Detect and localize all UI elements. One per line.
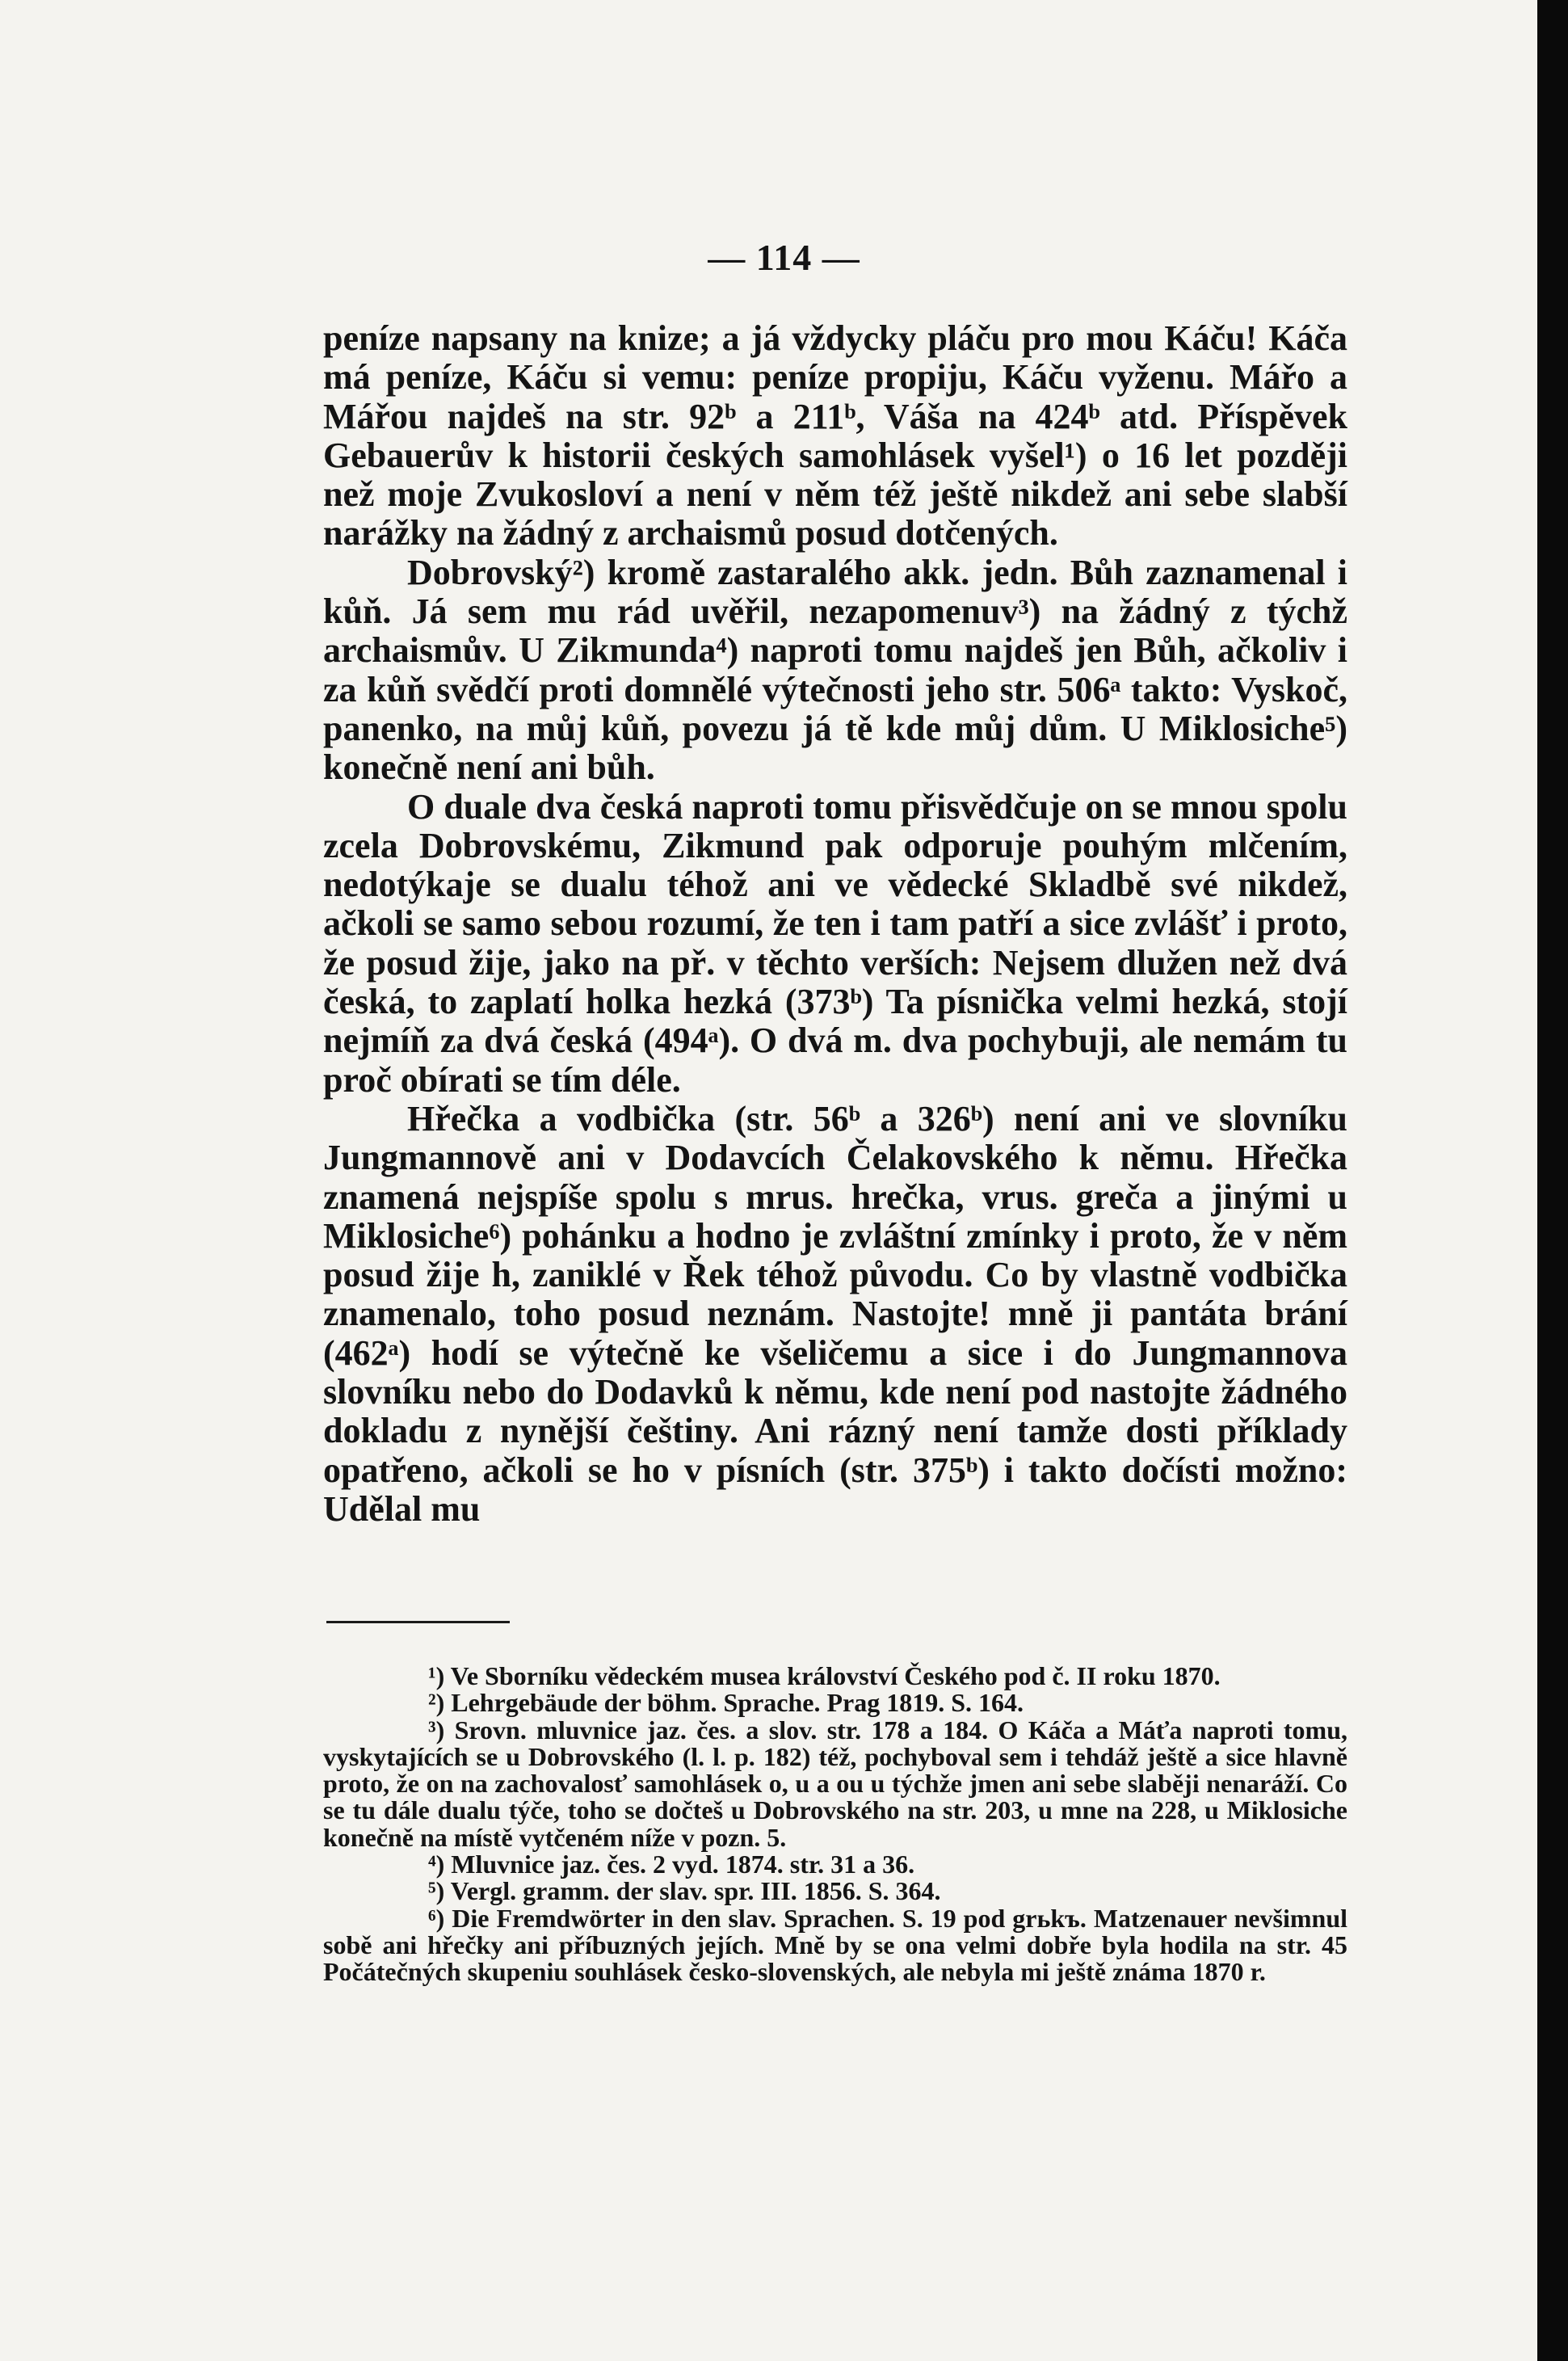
scan-edge-border bbox=[1537, 0, 1568, 2361]
paragraph-4: Hřečka a vodbička (str. 56ᵇ a 326ᵇ) není ani ve slovníku Jungmannově ani v Dodavcích Čelakovského k němu. Hřečka znamená nejspíše spolu s mrus. hrečka, vrus. greča a jinými u Miklosiche⁶) pohánku a hodno je zvláštní zmínky i proto, že v něm posud žije h, zaniklé v Řek téhož původu. Co by vlastně vodbička znamenalo, toho posud neznám. Nastojte! mně ji pantáta brání (462ᵃ) hodí se výtečně ke všeličemu a sice i do Jungmannova slovníku nebo do Dodavků k němu, kde není pod nastojte žádného dokladu z nynější češtiny. Ani rázný není tamže dosti příklady opatřeno, ačkoli se ho v písních (str. 375ᵇ) i takto dočísti možno: Udělal mu bbox=[323, 1098, 1347, 1529]
body-text bbox=[323, 319, 1347, 1529]
footnote-5: ⁵) Vergl. gramm. der slav. spr. III. 1856. S. 364. bbox=[428, 1876, 941, 1906]
footnote-4: ⁴) Mluvnice jaz. čes. 2 vyd. 1874. str. 31 a 36. bbox=[428, 1850, 915, 1879]
footnote-1: ¹) Ve Sborníku vědeckém musea království Českého pod č. II roku 1870. bbox=[428, 1661, 1221, 1690]
paragraph-3: O duale dva česká naproti tomu přisvědčuje on se mnou spolu zcela Dobrovskému, Zikmund pak odporuje pouhým mlčením, nedotýkaje se dualu téhož ani ve vědecké Skladbě své nikdež, ačkoli se samo sebou rozumí, že ten i tam patří a sice zvlášť i proto, že posud žije, jako na př. v těchto verších: Nejsem dlužen než dvá česká, to zaplatí holka hezká (373ᵇ) Ta písnička velmi hezká, stojí nejmíň za dvá česká (494ᵃ). O dvá m. dva pochybuji, ale nemám tu proč obírati se tím déle. bbox=[323, 786, 1347, 1100]
footnotes bbox=[323, 1663, 1347, 1986]
paragraph-2: Dobrovský²) kromě zastaralého akk. jedn. Bůh zaznamenal i kůň. Já sem mu rád uvěřil, nezapomenuv³) na žádný z týchž archaismův. U Zikmunda⁴) naproti tomu najdeš jen Bůh, ačkoliv i za kůň svědčí proti domnělé výtečnosti jeho str. 506ᵃ takto: Vyskoč, panenko, na můj kůň, povezu já tě kde můj dům. U Miklosiche⁵) konečně není ani bůh. bbox=[323, 552, 1347, 788]
footnote-divider bbox=[326, 1621, 510, 1623]
page-number: — 114 — bbox=[708, 237, 860, 278]
paragraph-1: peníze napsany na knize; a já vždycky pláču pro mou Káču! Káča má peníze, Káču si vemu: peníze propiju, Káču vyženu. Mářo a Mářou najdeš na str. 92ᵇ a 211ᵇ, Váša na 424ᵇ atd. Příspěvek Gebauerův k historii českých samohlásek vyšel¹) o 16 let později než moje Zvukosloví a není v něm též ještě nikdež ani sebe slabší narážky na žádný z archaismů posud dotčených. bbox=[323, 318, 1347, 553]
footnote-6: ⁶) Die Fremdwörter in den slav. Sprachen. S. 19 pod grьkъ. Matzenauer nevšimnul sobě ani hřečky ani příbuzných jejích. Mně by se ona velmi dobře byla hodila na str. 45 Počátečných skupeniu souhlásek česko-slovenských, ale nebyla mi ještě známa 1870 r. bbox=[323, 1903, 1347, 1987]
footnote-3: ³) Srovn. mluvnice jaz. čes. a slov. str. 178 a 184. O Káča a Máťa naproti tomu, vyskytajících se u Dobrovského (l. l. p. 182) též, pochyboval sem i tehdáž ještě a sice hlavně proto, že on na zachovalosť samohlásek o, u a ou u týchže jmen ani sebe slaběji nenaráží. Co se tu dále dualu týče, toho se dočteš u Dobrovského na str. 203, u mne na 228, u Miklosiche konečně na místě vytčeném níže v pozn. 5. bbox=[323, 1715, 1347, 1852]
footnote-2: ²) Lehrgebäude der böhm. Sprache. Prag 1819. S. 164. bbox=[428, 1688, 1024, 1718]
